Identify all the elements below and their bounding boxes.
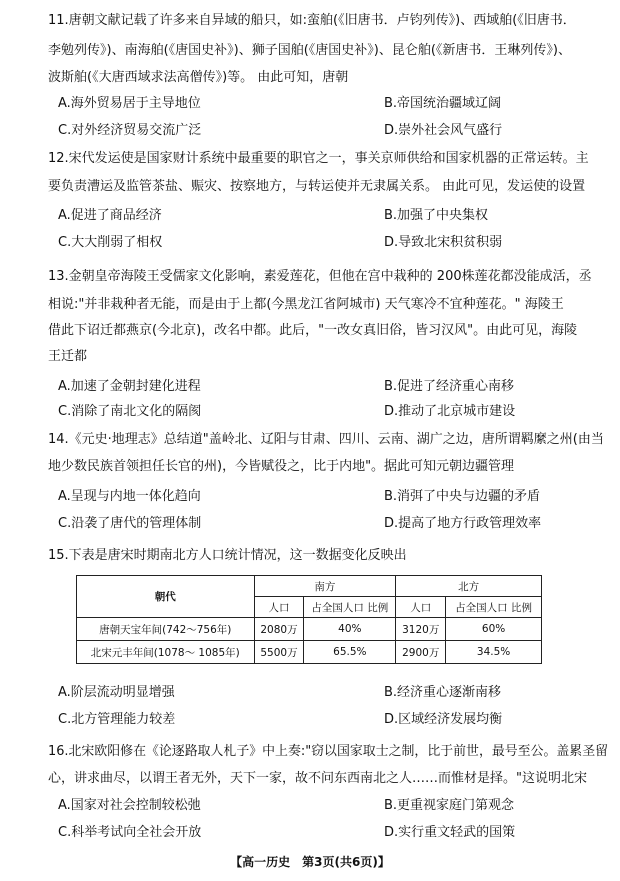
row-period: 唐朝天宝年间(742～756年) — [77, 618, 255, 641]
question-15-option-d: D.区域经济发展均衡 — [384, 712, 503, 727]
question-11-stem-line-3: 波斯舶(《大唐西域求法高僧传》)等。 由此可知，唐朝 — [48, 70, 349, 85]
question-13-stem-line-3: 借此下诏迁都燕京(今北京)，改名中都。此后，"一改女真旧俗，皆习汉风"。由此可见，海陵 — [48, 323, 578, 338]
header-dynasty: 朝代 — [77, 576, 255, 618]
question-12-option-a: A.促进了商品经济 — [58, 208, 162, 223]
row-north-population: 3120万 — [396, 618, 446, 641]
question-15-stem-line-1: 15.下表是唐宋时期南北方人口统计情况，这一数据变化反映出 — [48, 548, 407, 563]
page-footer: 【高一历史 第3页(共6页)】 — [230, 855, 390, 869]
question-11-stem-line-2: 李勉列传》)、南海舶(《唐国史补》)、狮子国舶(《唐国史补》)、昆仑舶(《新唐书．王琳列传》)、 — [48, 43, 572, 58]
question-14-stem-line-2: 地少数民族首领担任长官的州)，今皆赋役之，比于内地"。据此可知元朝边疆管理 — [48, 459, 515, 474]
question-14-option-c: C.沿袭了唐代的管理体制 — [58, 516, 202, 531]
question-12-option-d: D.导致北宋积贫积弱 — [384, 235, 503, 250]
question-15-option-a: A.阶层流动明显增强 — [58, 685, 175, 700]
question-13-option-a: A.加速了金朝封建化进程 — [58, 379, 201, 394]
row-north-share: 60% — [446, 618, 542, 641]
question-11-option-d: D.崇外社会风气盛行 — [384, 123, 503, 138]
table-row — [77, 618, 542, 641]
header-north: 北方 — [396, 576, 542, 597]
question-16-stem-line-1: 16.北宋欧阳修在《论逐路取人札子》中上奏:"窃以国家取士之制，比于前世，最号至公。盖累圣留 — [48, 744, 609, 759]
population-table — [76, 575, 542, 664]
question-15-option-b: B.经济重心逐渐南移 — [384, 685, 502, 700]
question-11-stem-line-1: 11.唐朝文献记载了许多来自异域的船只，如:蛮舶(《旧唐书．卢钧列传》)、西域舶(《旧唐书． — [48, 13, 576, 28]
header-south: 南方 — [254, 576, 396, 597]
header-south-share: 占全国人口 比例 — [304, 597, 396, 618]
question-14-option-a: A.呈现与内地一体化趋向 — [58, 489, 201, 504]
question-13-stem-line-1: 13.金朝皇帝海陵王受儒家文化影响，素爱莲花，但他在宫中栽种的 200株莲花都没能成活，丞 — [48, 269, 592, 284]
question-11-option-a: A.海外贸易居于主导地位 — [58, 96, 201, 111]
header-north-population: 人口 — [396, 597, 446, 618]
table-header-row — [77, 576, 542, 597]
question-14-option-d: D.提高了地方行政管理效率 — [384, 516, 542, 531]
question-13-stem-line-4: 王迁都 — [48, 349, 88, 364]
question-13-option-c: C.消除了南北文化的隔阂 — [58, 404, 202, 419]
header-south-population: 人口 — [254, 597, 304, 618]
question-11-option-b: B.帝国统治疆域辽阔 — [384, 96, 502, 111]
row-north-population: 2900万 — [396, 641, 446, 664]
table-row — [77, 641, 542, 664]
row-north-share: 34.5% — [446, 641, 542, 664]
row-south-population: 5500万 — [254, 641, 304, 664]
header-north-share: 占全国人口 比例 — [446, 597, 542, 618]
question-14-stem-line-1: 14.《元史·地理志》总结道"盖岭北、辽阳与甘肃、四川、云南、湖广之边，唐所谓羁縻之州(由当 — [48, 432, 604, 447]
question-14-option-b: B.消弭了中央与边疆的矛盾 — [384, 489, 541, 504]
question-16-stem-line-2: 心，讲求曲尽，以谓王者无外，天下一家，故不问东西南北之人……而惟材是择。"这说明北宋 — [48, 771, 587, 786]
row-south-share: 40% — [304, 618, 396, 641]
row-period: 北宋元丰年间(1078～ 1085年) — [77, 641, 255, 664]
row-south-population: 2080万 — [254, 618, 304, 641]
question-16-option-a: A.国家对社会控制较松弛 — [58, 798, 201, 813]
question-13-option-b: B.促进了经济重心南移 — [384, 379, 515, 394]
question-12-option-c: C.大大削弱了相权 — [58, 235, 163, 250]
question-16-option-b: B.更重视家庭门第观念 — [384, 798, 515, 813]
question-16-option-d: D.实行重文轻武的国策 — [384, 825, 516, 840]
question-13-stem-line-2: 相说:"并非栽种者无能，而是由于上都(今黑龙江省阿城市) 天气寒冷不宜种莲花。" 海陵王 — [48, 297, 564, 312]
question-13-option-d: D.推动了北京城市建设 — [384, 404, 516, 419]
row-south-share: 65.5% — [304, 641, 396, 664]
question-11-option-c: C.对外经济贸易交流广泛 — [58, 123, 202, 138]
question-16-option-c: C.科举考试向全社会开放 — [58, 825, 202, 840]
question-12-option-b: B.加强了中央集权 — [384, 208, 489, 223]
question-15-option-c: C.北方管理能力较差 — [58, 712, 176, 727]
question-12-stem-line-2: 要负责漕运及监管茶盐、赈灾、按察地方，与转运使并无隶属关系。 由此可见，发运使的设置 — [48, 179, 586, 194]
question-12-stem-line-1: 12.宋代发运使是国家财计系统中最重要的职官之一，事关京师供给和国家机器的正常运转。主 — [48, 151, 589, 166]
